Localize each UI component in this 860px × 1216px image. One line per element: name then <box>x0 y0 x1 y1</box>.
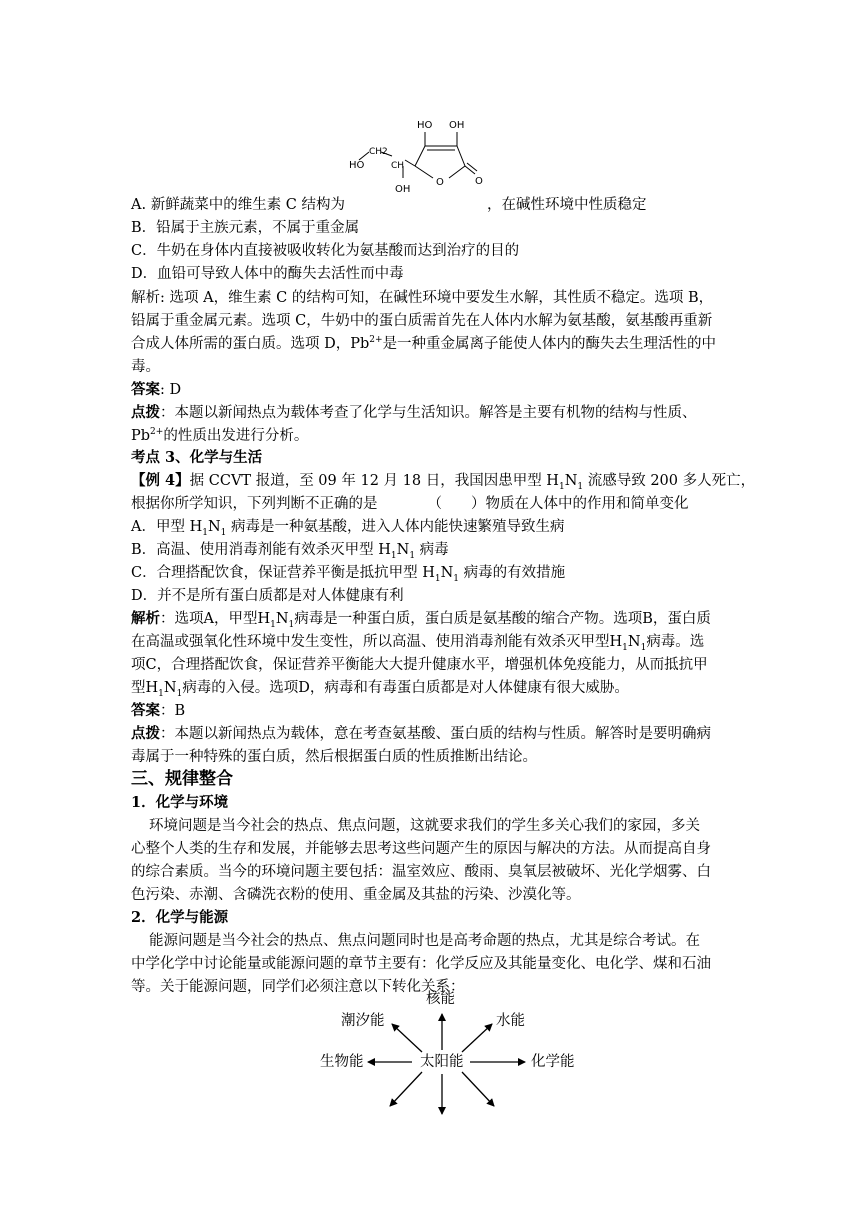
ex4-l2-pre: 根据你所学知识，下列判断不正确的是 <box>131 496 378 512</box>
q3-option-a-post: ，在碱性环境中性质稳定 <box>487 197 647 213</box>
superscript: 2+ <box>369 335 383 346</box>
arrow-to-top-left <box>392 1024 422 1052</box>
n-letter: N <box>440 565 454 581</box>
opt-pre: C．合理搭配饮食，保证营养平衡是抵抗甲型 H <box>131 565 435 581</box>
superscript: 2+ <box>150 427 164 438</box>
q3-option-a-pre: A. 新鲜蔬菜中的维生素 C 结构为 <box>131 197 346 213</box>
q3-analysis-line-2: 铅属于重金属元素。选项 C，牛奶中的蛋白质需首先在人体内水解为氨基酸，氨基酸再重新 <box>131 313 713 329</box>
ex4-analysis-line-2 <box>131 631 704 653</box>
a-pre: 在高温或强氧化性环境中发生变性，所以高温、使用消毒剂能有效杀灭甲型H <box>131 634 623 650</box>
answer-parentheses: （ ） <box>427 496 486 512</box>
label-carbonyl-o: O <box>475 176 483 187</box>
answer-value: : D <box>160 382 182 398</box>
label-tidal-energy: 潮汐能 <box>341 1013 385 1029</box>
ex4-option-c <box>131 562 565 584</box>
q3-analysis-l3-pre: 合成人体所需的蛋白质。选项 D，Pb <box>131 336 370 352</box>
ex4-l1-text: 据 CCVT 报道，至 09 年 12 月 18 日，我国因患甲型 H <box>189 473 559 489</box>
ex4-analysis-line-3: 项C，合理搭配饮食，保证营养平衡能大大提升健康水平，增强机体免疫能力，从而抵抗甲 <box>131 657 708 673</box>
subscript: 1 <box>409 550 416 561</box>
q3-tip-line-2 <box>131 425 308 447</box>
tip-label: 点拨 <box>131 725 160 742</box>
q3-option-c: C．牛奶在身体内直接被吸收转化为氨基酸而达到治疗的目的 <box>131 243 520 259</box>
subscript: 1 <box>158 688 164 699</box>
subscript: 1 <box>453 573 460 584</box>
subscript: 1 <box>434 573 441 584</box>
env-line-4: 色污染、赤潮、含磷洗衣粉的使用、重金属及其盐的污染、沙漠化等。 <box>131 887 581 903</box>
opt-pre: B．高温、使用消毒剂能有效杀灭甲型 H <box>131 542 391 558</box>
q3-answer <box>131 379 181 401</box>
ex4-option-d: D．并不是所有蛋白质都是对人体健康有利 <box>131 588 404 604</box>
env-heading: 1．化学与环境 <box>131 794 229 811</box>
tip-text: ：本题以新闻热点为载体，意在考查氨基酸、蛋白质的结构与性质。解答时是要明确病 <box>160 726 711 742</box>
energy-line-3: 等。关于能源问题，同学们必须注意以下转化关系： <box>131 979 465 995</box>
ex4-analysis-line-4 <box>131 677 629 699</box>
n-letter: N <box>275 611 289 627</box>
energy-heading: 2．化学与能源 <box>131 909 229 926</box>
answer-label: 答案 <box>131 702 160 719</box>
opt-pre: A．甲型 H <box>131 519 203 535</box>
n-letter: N <box>564 473 578 489</box>
a-post: 病毒的入侵。选项D，病毒和有毒蛋白质都是对人体健康有很大威胁。 <box>182 680 629 696</box>
env-line-3: 的综合素质。当今的环境问题主要包括：温室效应、酸雨、臭氧层被破坏、光化学烟雾、白 <box>131 864 711 880</box>
subscript: 1 <box>622 642 628 653</box>
energy-line-1: 能源问题是当今社会的热点、焦点问题同时也是高考命题的热点，尤其是综合考试。在 <box>149 933 700 949</box>
label-solar-energy: 太阳能 <box>420 1054 464 1070</box>
opt-post: 病毒 <box>415 542 449 558</box>
answer-value: ：B <box>160 703 186 719</box>
subscript: 1 <box>640 642 647 653</box>
env-line-1: 环境问题是当今社会的热点、焦点问题，这就要求我们的学生多关心我们的家园，多关 <box>149 818 700 834</box>
subscript: 1 <box>220 527 227 538</box>
ex4-answer <box>131 700 185 722</box>
answer-label: 答案 <box>131 381 160 398</box>
a-pre: ：选项A，甲型H <box>160 611 271 627</box>
q3-analysis-line-3 <box>131 333 716 355</box>
a-post: 病毒。选 <box>646 634 705 650</box>
ex4-option-a <box>131 516 565 538</box>
ex4-tip-line-1 <box>131 723 711 745</box>
example-4-line-1 <box>131 470 755 492</box>
label-ch2: CH2 <box>369 147 388 157</box>
n-letter: N <box>163 680 177 696</box>
q3-analysis-line-4: 毒。 <box>131 359 160 375</box>
label-oh-left: HO <box>417 120 433 131</box>
energy-line-2: 中学化学中讨论能量或能源问题的章节主要有：化学反应及其能量变化、电化学、煤和石油 <box>131 956 711 972</box>
q3-option-b: B．铅属于主族元素，不属于重金属 <box>131 220 360 236</box>
n-letter: N <box>207 519 221 535</box>
label-oh-right: OH <box>449 120 465 131</box>
subscript: 1 <box>288 619 295 630</box>
n-letter: N <box>627 634 641 650</box>
arrow-to-top-right <box>462 1024 492 1052</box>
n-letter: N <box>396 542 410 558</box>
label-ch: CH <box>391 161 405 171</box>
q3-analysis-l3-post: 是一种重金属离子能使人体内的酶失去生理活性的中 <box>382 336 717 352</box>
ex4-l1-post: 流感导致 200 多人死亡， <box>583 473 756 489</box>
subscript: 1 <box>176 688 183 699</box>
label-oh-bottom: OH <box>395 184 411 195</box>
opt-post: 病毒是一种氨基酸，进入人体内能快速繁殖导致生病 <box>226 519 565 535</box>
subscript: 1 <box>577 481 584 492</box>
ex4-analysis-line-1 <box>131 608 711 630</box>
label-bio-energy: 生物能 <box>320 1054 364 1070</box>
tip-l2-post: 的性质出发进行分析。 <box>163 428 309 444</box>
example-label: 【例 4】 <box>131 472 190 489</box>
example-4-line-2 <box>131 493 689 515</box>
label-nuclear-energy: 核能 <box>426 991 455 1007</box>
arrow-to-bottom-left <box>390 1072 422 1106</box>
q3-analysis-line-1: 解析: 选项 A，维生素 C 的结构可知，在碱性环境中要发生水解，其性质不稳定。选项 B， <box>131 290 714 306</box>
section-3-heading: 三、规律整合 <box>131 769 233 789</box>
q3-tip-line-1 <box>131 402 697 424</box>
label-water-energy: 水能 <box>496 1013 525 1029</box>
vitamin-c-structure <box>345 112 505 196</box>
tip-text: ：本题以新闻热点为载体考查了化学与生活知识。解答是主要有机物的结构与性质、 <box>160 405 697 421</box>
ex4-l2-post: 物质在人体中的作用和简单变化 <box>485 496 689 512</box>
tip-label: 点拨 <box>131 404 160 421</box>
opt-post: 病毒的有效措施 <box>459 565 566 581</box>
q3-option-a <box>131 194 647 216</box>
kaodian-3-heading: 考点 3、化学与生活 <box>131 449 263 466</box>
ex4-tip-line-2: 毒属于一种特殊的蛋白质，然后根据蛋白质的性质推断出结论。 <box>131 749 537 765</box>
subscript: 1 <box>202 527 208 538</box>
ex4-option-b <box>131 539 449 561</box>
env-line-2: 心整个人类的生存和发展，并能够去思考这些问题产生的原因与解决的方法。从而提高自身 <box>131 841 711 857</box>
subscript: 1 <box>270 619 276 630</box>
arrow-to-bottom-right <box>462 1072 494 1106</box>
label-chemical-energy: 化学能 <box>531 1054 575 1070</box>
a-post: 病毒是一种蛋白质，蛋白质是氨基酸的缩合产物。选项B，蛋白质 <box>294 611 711 627</box>
label-ho-chain: HO <box>349 160 365 171</box>
analysis-label: 解析 <box>131 610 160 627</box>
label-ring-o: O <box>436 177 444 188</box>
tip-l2-pre: Pb <box>131 428 151 444</box>
a-pre: 型H <box>131 680 159 696</box>
subscript: 1 <box>558 481 565 492</box>
q3-option-d: D．血铅可导致人体中的酶失去活性而中毒 <box>131 266 404 282</box>
subscript: 1 <box>390 550 397 561</box>
